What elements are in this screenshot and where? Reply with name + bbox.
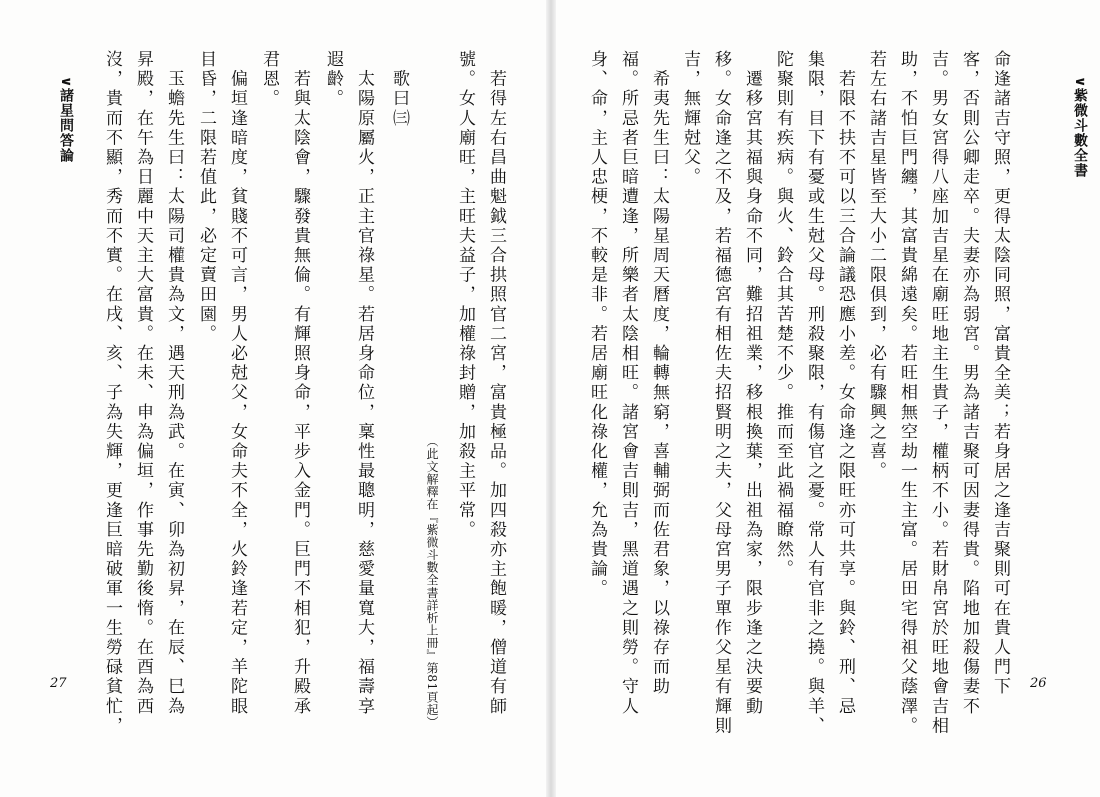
text-column: 號。女人廟旺，主旺夫益子，加權祿封贈，加殺主平常。 [455,50,475,540]
right-page-header [1072,76,1088,178]
text-column: 遷移宮其福與身命不同，難招祖業，移根換葉，出祖為家，限步逢之決要動 [742,50,762,717]
text-column: 太陽原屬火，正主官祿星。若居身命位，稟性最聰明，慈愛量寬大，福壽享 [354,50,374,717]
text-column: 玉蟾先生曰：太陽司權貴為文，遇天刑為武。在寅、卯為初昇，在辰、巳為 [164,50,184,717]
page-number-right: 26 [1030,676,1047,691]
text-column: 希夷先生曰：太陽星周天曆度，輪轉無窮，喜輔弼而佐君象，以祿存而助 [649,50,669,697]
footnote: （此文解釋在『紫微斗數全書詳析上冊』第81頁起） [425,435,439,729]
text-column: 身、命，主人忠梗，不較是非。若居廟旺化祿化權，允為貴論。 [587,50,607,599]
chapter-title: 諸星問答論 [58,88,74,164]
text-column: 移。女命逢之不及，若福德宮有相佐夫招賢明之夫，父母宮男子單作父星有輝則 [711,50,731,736]
text-column: 君恩。 [259,50,279,109]
text-column: 若左右諸吉星皆至大小二限俱到，必有驟興之喜。 [866,50,886,482]
text-column: 福。所忌者巨暗遭逢，所樂者太陰相旺。諸宮會吉則吉，黑道遇之則勞。守人 [618,50,638,717]
text-column: 命逢諸吉守照，更得太陰同照，富貴全美；若身居之逢吉聚則可在貴人門下 [990,50,1010,697]
text-column: 陀聚則有疾病。與火、鈴合其苦楚不少。推而至此禍福瞭然。 [773,50,793,580]
page-number-left: 27 [50,676,67,691]
text-column: 客，否則公卿走卒。夫妻亦為弱宮。男為諸吉聚可因妻得貴。陷地加殺傷妻不 [959,50,979,717]
text-column: 集限，目下有憂或生尅父母。刑殺聚限，有傷官之憂。常人有官非之撓。與羊、 [804,50,824,736]
header-mark-icon: ∨ [58,76,74,89]
text-column: 若得左右昌曲魁鉞三合拱照官二宮，富貴極品。加四殺亦主飽暖，僧道有師 [486,50,506,717]
left-page-header [58,76,74,163]
text-column: 助，不怕巨門纏，其富貴綿遠矣。若旺相無空劫一生主富。居田宅得祖父蔭澤。 [897,50,917,736]
text-column: 若與太陰會，驟發貴無倫。有輝照身命，平步入金門。巨門不相犯，升殿承 [290,50,310,717]
text-column: 目昏，二限若值此，必定賣田園。 [196,50,216,344]
text-column: 吉，無輝尅父。 [680,50,700,188]
header-mark-icon: ∨ [1072,76,1088,89]
text-column: 吉。男女宮得八座加吉星在廟旺地主生貴子，權柄不小。若財帛宮於旺地會吉相 [928,50,948,736]
book-title: 紫微斗數全書 [1072,88,1088,179]
text-column: 昇殿，在午為日麗中天主大富貴。在未、申為偏垣，作事先勤後惰。在酉為西 [133,50,153,717]
text-column: 遐齡。 [323,50,343,109]
text-column: 沒，貴而不顯，秀而不實。在戌、亥、子為失輝，更逢巨暗破軍一生勞碌貧忙， [102,50,122,736]
text-column: 若限不扶不可以三合論議恐應小差。女命逢之限旺亦可共享。與鈴、刑、忌 [835,50,855,717]
book-gutter [546,0,556,797]
text-column: 歌曰㈢ [389,50,409,129]
text-column: 偏垣逢暗度，貧賤不可言，男人必尅父，女命夫不全，火鈴逢若定，羊陀眼 [227,50,247,717]
